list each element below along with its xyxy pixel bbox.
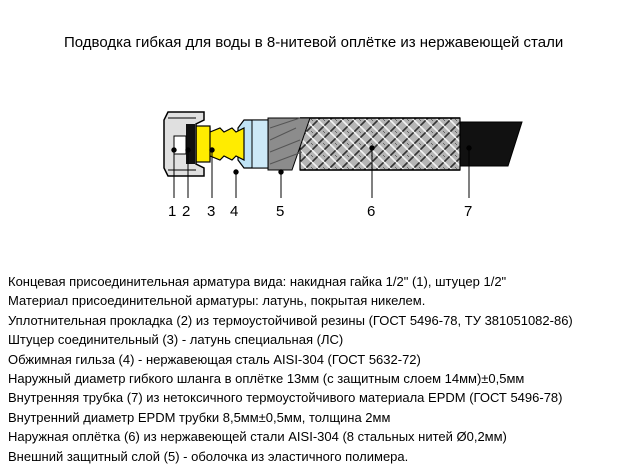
inner-tube [455,122,522,166]
spec-line: Внутренний диаметр EPDM трубки 8,5мм±0,5мм, толщина 2мм [8,409,391,425]
callout-2: 2 [182,203,191,220]
spec-line: Наружная оплётка (6) из нержавеющей стали AISI-304 (8 стальных нитей Ø0,2мм) [8,429,507,445]
braid [300,118,460,170]
callout-6: 6 [367,203,376,220]
spec-line: Внутренняя трубка (7) из нетоксичного термоустойчивого материала EPDM (ГОСТ 5496-78) [8,390,563,406]
spec-list [8,272,573,466]
callout-5: 5 [276,203,285,220]
spec-line: Наружный диаметр гибкого шланга в оплётке 13мм (с защитным слоем 14мм)±0,5мм [8,371,525,387]
spec-line: Материал присоединительной арматуры: латунь, покрытая никелем. [8,293,426,309]
callout-4: 4 [230,203,239,220]
gasket [186,124,195,164]
spec-line: Внешний защитный слой (5) - оболочка из эластичного полимера. [8,448,409,464]
page-title: Подводка гибкая для воды в 8-нитевой оплётке из нержавеющей стали [64,34,564,51]
spec-line: Обжимная гильза (4) - нержавеющая сталь AISI-304 (ГОСТ 5632-72) [8,351,421,367]
callout-1: 1 [168,203,177,220]
spec-line: Уплотнительная прокладка (2) из термоустойчивой резины (ГОСТ 5496-78, ТУ 381051082-86) [8,312,573,328]
spec-line: Концевая присоединительная арматура вида: накидная гайка 1/2" (1), штуцер 1/2" [8,274,507,289]
spec-line: Штуцер соединительный (3) - латунь специальная (ЛС) [8,332,344,348]
callout-3: 3 [207,203,216,220]
callout-7: 7 [464,203,473,220]
